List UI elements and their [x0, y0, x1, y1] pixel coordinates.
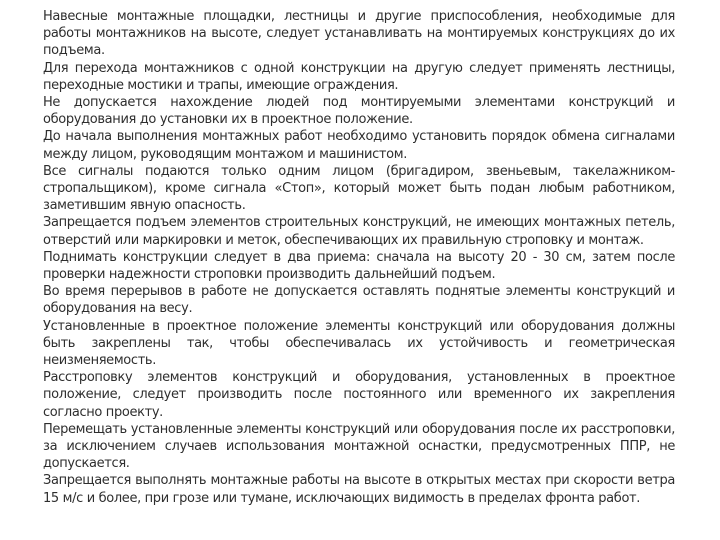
paragraph-2: Для перехода монтажников с одной конструкции на другую следует применять лестницы, переходные мостики и трапы, имеющие ограждения.: [43, 60, 675, 93]
paragraph-9: Установленные в проектное положение элементы конструкций или оборудования должны быть закреплены так, чтобы обеспечивалась их устойчивость и геометрическая неизменяемость.: [43, 318, 675, 369]
paragraph-6: Запрещается подъем элементов строительных конструкций, не имеющих монтажных петель, отверстий или маркировки и меток, обеспечивающих их правильную строповку и монтаж.: [43, 215, 675, 248]
document-body: [43, 8, 675, 507]
paragraph-4: До начала выполнения монтажных работ необходимо установить порядок обмена сигналами между лицом, руководящим монтажом и машинистом.: [43, 129, 675, 162]
paragraph-5: Все сигналы подаются только одним лицом (бригадиром, звеньевым, такелажником-стропальщиком), кроме сигнала «Стоп», который может быть подан любым работником, заметившим явную опасность.: [43, 163, 675, 214]
paragraph-12: Запрещается выполнять монтажные работы на высоте в открытых местах при скорости ветра 15 м/с и более, при грозе или тумане, исключающих видимость в пределах фронта работ.: [43, 473, 675, 506]
paragraph-11: Перемещать установленные элементы конструкций или оборудования после их расстроповки, за исключением случаев использования монтажной оснастки, предусмотренных ППР, не допускается.: [43, 421, 675, 472]
paragraph-10: Расстроповку элементов конструкций и оборудования, установленных в проектное положение, следует производить после постоянного или временного их закрепления согласно проекту.: [43, 370, 675, 420]
paragraph-3: Не допускается нахождение людей под монтируемыми элементами конструкций и оборудования до установки их в проектное положение.: [43, 95, 675, 128]
paragraph-1: Навесные монтажные площадки, лестницы и другие приспособления, необходимые для работы монтажников на высоте, следует устанавливать на монтируемых конструкциях до их подъема.: [43, 9, 675, 59]
paragraph-8: Во время перерывов в работе не допускается оставлять поднятые элементы конструкций и оборудования на весу.: [43, 284, 675, 317]
paragraph-7: Поднимать конструкции следует в два приема: сначала на высоту 20 - 30 см, затем после проверки надежности строповки производить дальнейший подъем.: [43, 249, 675, 283]
